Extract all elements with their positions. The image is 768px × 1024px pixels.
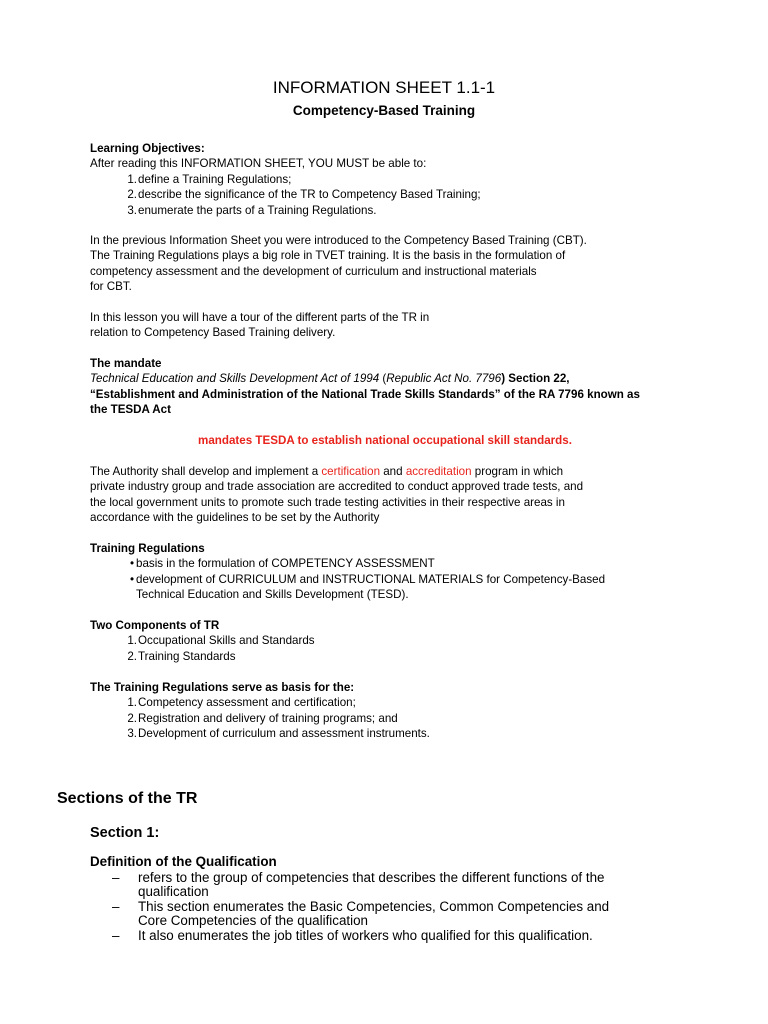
objective-item: 3. enumerate the parts of a Training Regulations. [127,203,377,217]
bullet-item: • development of CURRICULUM and INSTRUCTIONAL MATERIALS for Competency-Based [129,572,606,586]
dash-item: – It also enumerates the job titles of workers who qualified for this qualification. [112,927,593,943]
mandate-section: The mandate Technical Education and Skills Development Act of 1994 (Republic Act No. 7796) Section 22, “Establishment and Administration of the National Trade Skills Standards” of the RA 7796 known as the TESDA Act [90,356,690,418]
page-subtitle: Competency-Based Training [292,103,476,118]
bullet-item: • basis in the formulation of COMPETENCY ASSESSMENT [129,557,435,571]
dash-item: – refers to the group of competencies that describes the different functions of the qualification [112,869,605,900]
basis-item: 3. Development of curriculum and assessment instruments. [127,727,430,741]
basis-section [90,680,690,742]
component-item: 1. Occupational Skills and Standards [127,634,315,648]
training-regulations-heading: Training Regulations [90,542,205,555]
objective-item: 2. describe the significance of the TR to Competency Based Training; [127,188,481,202]
dash-item: – This section enumerates the Basic Competencies, Common Competencies and Core Competencies of the qualification [112,898,610,929]
component-item: 2. Training Standards [127,649,236,663]
objectives-intro: After reading this INFORMATION SHEET, YOU MUST be able to: [90,157,427,171]
components-heading: Two Components of TR [90,619,220,632]
accreditation-term: accreditation [405,465,472,478]
basis-item: 2. Registration and delivery of training programs; and [127,711,398,725]
mandate-heading: The mandate [90,357,162,370]
learning-objectives [90,141,690,218]
intro-paragraph: In the previous Information Sheet you were introduced to the Competency Based Training (CBT). The Training Regulations plays a big role in TVET training. It is the basis in the formulation of competency assessment and the development of curriculum and instructional materials for CBT. [90,234,587,294]
basis-item: 1. Competency assessment and certification; [127,696,356,710]
bullet-item-continued: Technical Education and Skills Development (TESD). [136,588,409,602]
definition-heading: Definition of the Qualification [90,854,277,869]
mandate-highlight: mandates TESDA to establish national occupational skill standards. [198,434,572,447]
training-regulations-section [90,541,690,603]
basis-heading: The Training Regulations serve as basis for the: [90,681,355,694]
objective-item: 1. define a Training Regulations; [127,172,292,186]
section1-heading: Section 1: [90,825,160,841]
page-title: INFORMATION SHEET 1.1-1 [272,78,496,97]
certification-term: certification [321,465,381,478]
definition-section [90,855,690,944]
sections-heading: Sections of the TR [57,790,198,807]
objectives-heading: Learning Objectives: [90,142,205,155]
lesson-paragraph: In this lesson you will have a tour of the different parts of the TR in relation to Competency Based Training delivery. [90,311,430,340]
authority-paragraph: The Authority shall develop and implement a certification and accreditation program in which private industry group and trade association are accredited to conduct approved trade tests, and the local government units to promote such trade testing activities in their respective areas in accordance with the guidelines to be set by the Authority [90,465,584,525]
components-section [90,618,690,664]
